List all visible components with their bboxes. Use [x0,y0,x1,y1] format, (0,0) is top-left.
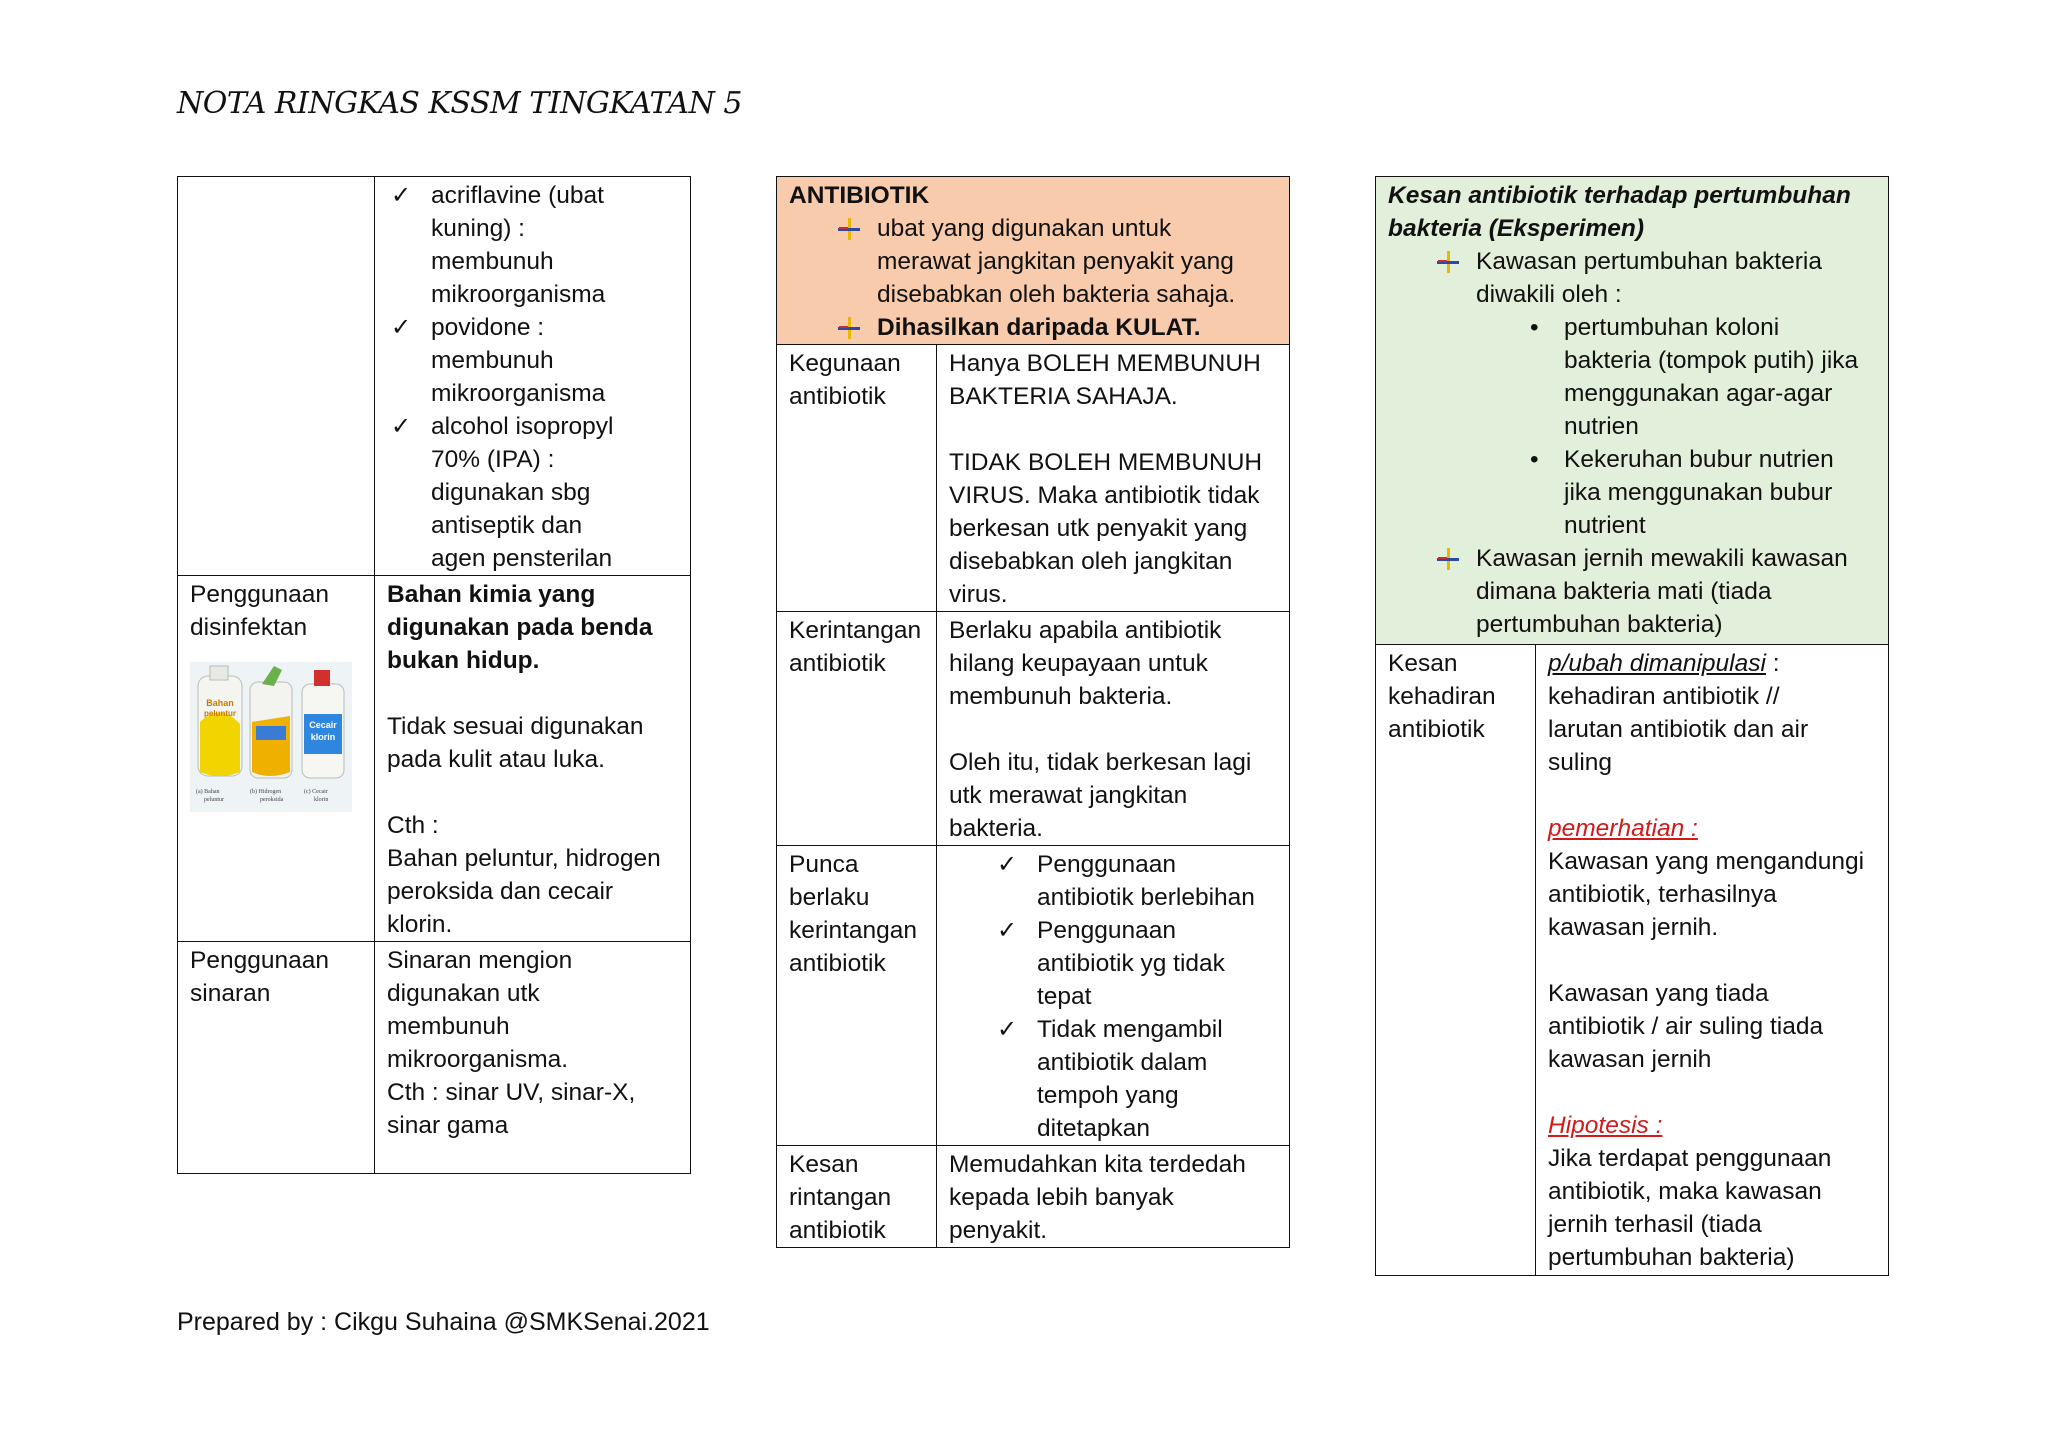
table-row [777,612,1290,846]
table-row [178,177,691,576]
text-line: antibiotik dalam [1037,1049,1208,1076]
text-line: Punca [789,851,859,878]
content-cell [375,942,691,1174]
text-line: nutrient [1564,512,1646,539]
text-line: antibiotik, terhasilnya [1548,881,1777,908]
bottle3-label-2: klorin [310,732,336,742]
text-line: berkesan utk penyakit yang [949,515,1248,542]
table-row [1376,177,1889,645]
experiment-bullets [1432,245,1876,641]
bottle1-label-2: peluntur [204,709,236,718]
table-row [777,1146,1290,1248]
list-item [993,914,1277,1013]
text-line: digunakan utk [387,980,540,1007]
text-line: Oleh itu, tidak berkesan lagi [949,749,1252,776]
table-row [178,576,691,942]
text-line: Kegunaan [789,350,901,377]
text-line: antiseptik dan [431,512,583,539]
content-cell: p/ubah dimanipulasi : kehadiran antibiotik // larutan antibiotik dan air suling pemerhatian : Kawasan yang mengandungi antibiotik, terhasilnya kawasan jernih. Kawasan yang tiada antibiotik / air suling tiada kawasan jernih Hipotesis : Jika terdapat penggunaan antibiotik, maka kawasan jernih terhasil (tiada pertumbuhan bakteria) [1536,645,1889,1276]
text-line: mikroorganisma [431,380,606,407]
content-cell [937,612,1290,846]
pemerhatian-label: pemerhatian : [1548,815,1698,842]
text-line: antibiotik [789,383,886,410]
text-line: ditetapkan [1037,1115,1151,1142]
text-line: bakteria. [949,815,1043,842]
text-line: rintangan [789,1184,892,1211]
text-line: bukan hidup. [387,647,540,674]
content-cell [375,576,691,942]
list-item [1432,542,1876,641]
list-item [1520,443,1876,542]
content-cell [375,177,691,576]
text-line: Kawasan jernih mewakili kawasan [1476,545,1848,572]
text-line: membunuh [387,1013,510,1040]
text-line: kerintangan [789,917,918,944]
caption-b-2: peroksida [260,797,284,803]
text-line: antibiotik [789,650,886,677]
text-line: antibiotik / air suling tiada [1548,1013,1824,1040]
table-row [777,177,1290,345]
text-line: penyakit. [949,1217,1048,1244]
checkmark-icon: ✓ [997,851,1018,878]
bullet-dot-icon: • [1530,446,1539,473]
checkmark-icon: ✓ [997,1016,1018,1043]
hipotesis-label: Hipotesis : [1548,1112,1663,1139]
arrow-bullet-icon [837,217,861,241]
text-line: merawat jangkitan penyakit yang [877,248,1234,275]
text-line: kawasan jernih [1548,1046,1712,1073]
text-line: mikroorganisma. [387,1046,569,1073]
text-line: povidone : [431,314,545,341]
table-row [178,942,691,1174]
text-line: dimana bakteria mati (tiada [1476,578,1772,605]
text-line: nutrien [1564,413,1639,440]
punca-list [993,848,1277,1145]
text-line: tepat [1037,983,1092,1010]
text-line: diwakili oleh : [1476,281,1622,308]
antibiotik-title: ANTIBIOTIK [789,182,930,209]
text-line: bakteria (Eksperimen) [1388,215,1644,242]
caption-c-2: klorin [314,797,329,803]
text-line: antibiotik, maka kawasan [1548,1178,1822,1205]
text-line: Dihasilkan daripada KULAT. [877,314,1201,341]
text-line: sinaran [190,980,271,1007]
text-line: alcohol isopropyl [431,413,614,440]
text-line: disebabkan oleh bakteria sahaja. [877,281,1236,308]
text-line: Penggunaan [1037,917,1176,944]
text-line: membunuh bakteria. [949,683,1173,710]
text-line: utk merawat jangkitan [949,782,1188,809]
arrow-bullet-icon [1436,547,1460,571]
label-cell [777,345,937,612]
list-item [993,848,1277,914]
text-line: digunakan pada benda [387,614,653,641]
text-line: Kekeruhan bubur nutrien [1564,446,1834,473]
antiseptic-list [387,179,678,575]
text-line: antibiotik berlebihan [1037,884,1255,911]
text-line: membunuh [431,347,554,374]
text-line: Kawasan pertumbuhan bakteria [1476,248,1822,275]
table-row [777,345,1290,612]
disinfection-table [177,176,691,1174]
text-line: larutan antibiotik dan air [1548,716,1809,743]
table-row [777,846,1290,1146]
text-line: Kesan [789,1151,859,1178]
text-line: Kawasan yang mengandungi [1548,848,1865,875]
text-line: TIDAK BOLEH MEMBUNUH [949,449,1263,476]
text-line: disinfektan [190,614,308,641]
label-cell [178,177,375,576]
text-line: mikroorganisma [431,281,606,308]
text-line: kehadiran antibiotik // [1548,683,1780,710]
footer-credit: Prepared by : Cikgu Suhaina @SMKSenai.2021 [177,1308,710,1336]
text-line: suling [1548,749,1613,776]
text-line: acriflavine (ubat [431,182,604,209]
text-line: jernih terhasil (tiada [1548,1211,1762,1238]
antibiotik-bullets [833,212,1277,344]
list-item [993,1013,1277,1145]
label-cell [178,942,375,1174]
bottle3-label-1: Cecair [309,720,337,730]
label-cell [777,612,937,846]
text-line: Sinaran mengion [387,947,573,974]
text-line: Penggunaan [190,581,329,608]
checkmark-icon: ✓ [997,917,1018,944]
text-line: agen pensterilan [431,545,613,572]
text-line: peroksida dan cecair [387,878,614,905]
antibiotik-header-cell [777,177,1290,345]
caption-c-1: (c) Cecair [304,789,328,795]
caption-a-2: peluntur [204,797,224,803]
text-line: disebabkan oleh jangkitan [949,548,1233,575]
text-line: jika menggunakan bubur [1564,479,1833,506]
text-line: Penggunaan [190,947,329,974]
bottle1-label-1: Bahan [206,698,234,708]
text-line: Jika terdapat penggunaan [1548,1145,1832,1172]
text-line: Memudahkan kita terdedah [949,1151,1246,1178]
text-line: Tidak mengambil [1037,1016,1223,1043]
content-cell [937,846,1290,1146]
label-cell [777,1146,937,1248]
text-line: Kerintangan [789,617,922,644]
text-line: Bahan kimia yang [387,581,596,608]
text-line: hilang keupayaan untuk [949,650,1208,677]
disinfektan-definition [387,578,678,677]
experiment-title [1388,179,1876,245]
page-title: NOTA RINGKAS KSSM TINGKATAN 5 [177,86,742,121]
pum-label: p/ubah dimanipulasi [1548,650,1766,677]
content-cell [937,345,1290,612]
row-label-disinfektan [190,578,362,644]
text-line: pertumbuhan bakteria) [1548,1244,1795,1271]
bullet-dot-icon: • [1530,314,1539,341]
text-line: BAKTERIA SAHAJA. [949,383,1178,410]
text-line: Berlaku apabila antibiotik [949,617,1222,644]
text-line: antibiotik [789,1217,886,1244]
text-line: digunakan sbg [431,479,591,506]
text-line: kawasan jernih. [1548,914,1719,941]
text-line: ubat yang digunakan untuk [877,215,1172,242]
experiment-header-cell [1376,177,1889,645]
text-line: kepada lebih banyak [949,1184,1174,1211]
table-row [1376,645,1889,1276]
text-line: Kesan antibiotik terhadap pertumbuhan [1388,182,1851,209]
disinfektan-note [387,710,678,776]
text-line: pada kulit atau luka. [387,746,605,773]
sinaran-content [387,944,678,1142]
disinfectant-bottles-image [190,662,352,812]
text-line: menggunakan agar-agar [1564,380,1833,407]
text-line: kuning) : [431,215,525,242]
text-line: antibiotik yg tidak [1037,950,1225,977]
caption-a-1: (a) Bahan [196,789,220,795]
list-item [1520,311,1876,443]
list-item [387,179,678,311]
checkmark-icon: ✓ [391,413,412,440]
checkmark-icon: ✓ [391,182,412,209]
disinfektan-example [387,809,678,941]
text-line: sinar gama [387,1112,509,1139]
caption-b-1: (b) Hidrogen [250,789,282,795]
text-line: klorin. [387,911,453,938]
text-line: antibiotik [789,950,886,977]
list-item [833,212,1277,311]
text-line: antibiotik [1388,716,1485,743]
text-line: Kesan [1388,650,1458,677]
text-line: Cth : [387,812,439,839]
label-cell [1376,645,1536,1276]
label-cell [178,576,375,942]
text-line: pertumbuhan koloni [1564,314,1780,341]
arrow-bullet-icon [1436,250,1460,274]
text-line: Kawasan yang tiada [1548,980,1769,1007]
experiment-table [1375,176,1889,1276]
text-line: 70% (IPA) : [431,446,555,473]
text-line: VIRUS. Maka antibiotik tidak [949,482,1260,509]
arrow-bullet-icon [837,316,861,340]
list-item [1432,245,1876,542]
text-line: berlaku [789,884,870,911]
text-line: virus. [949,581,1008,608]
text-line: kehadiran [1388,683,1496,710]
row-label-sinaran [190,944,362,1010]
list-item [833,311,1277,344]
text-line: Cth : sinar UV, sinar-X, [387,1079,636,1106]
content-cell [937,1146,1290,1248]
text-line: tempoh yang [1037,1082,1179,1109]
list-item [387,410,678,575]
antibiotik-table [776,176,1290,1248]
label-cell [777,846,937,1146]
text-line: Hanya BOLEH MEMBUNUH [949,350,1261,377]
text-line: Penggunaan [1037,851,1176,878]
text-line: Bahan peluntur, hidrogen [387,845,661,872]
checkmark-icon: ✓ [391,314,412,341]
text-line: Tidak sesuai digunakan [387,713,644,740]
text-line: pertumbuhan bakteria) [1476,611,1723,638]
text-line: bakteria (tompok putih) jika [1564,347,1859,374]
text-line: membunuh [431,248,554,275]
list-item [387,311,678,410]
